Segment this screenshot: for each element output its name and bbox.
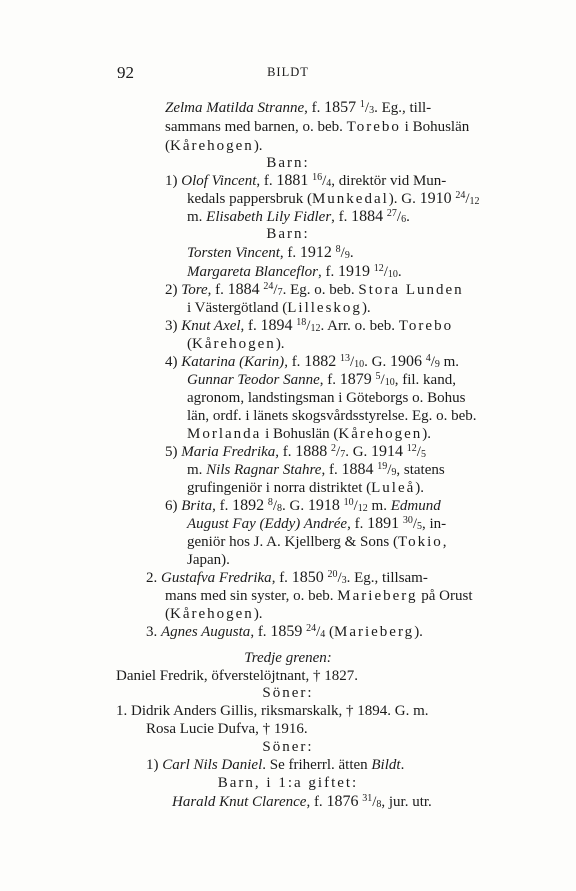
text-line: m. Elisabeth Lily Fidler, f. 1884 $^{27}/_6$. — [187, 208, 410, 225]
text-line: mans med sin syster, o. beb. Marieberg på Orust — [165, 588, 473, 604]
text-line: Torsten Vincent, f. 1912 $^8/_9$. — [187, 244, 354, 261]
text-line: 3) Knut Axel, f. 1894 $^{18}/_{12}$. Arr. o. beb. Torebo — [165, 317, 454, 334]
text-line: Margareta Blanceflor, f. 1919 $^{12}/_{10}$. — [187, 263, 402, 280]
text-line: m. Nils Ragnar Stahre, f. 1884 $^{19}/_9$, statens — [187, 461, 445, 478]
text-line: 1) Olof Vincent, f. 1881 $^{16}/_4$, direktör vid Mun- — [165, 172, 447, 189]
text-line: Gunnar Teodor Sanne, f. 1879 $^5/_{10}$, fil. kand, — [187, 371, 456, 388]
text-line: agronom, landstingsman i Göteborgs o. Bohus — [187, 390, 466, 406]
text-line: 1. Didrik Anders Gillis, riksmarskalk, † 1894. G. m. — [116, 703, 429, 719]
text-line: Tredje grenen: — [244, 650, 332, 666]
text-line: kedals pappersbruk (Munkedal). G. 1910 $^{24}/_{12}$ — [187, 190, 480, 207]
text-line: Barn: — [266, 226, 310, 242]
page-number: 92 — [117, 63, 134, 82]
text-line: sammans med barnen, o. beb. Torebo i Bohuslän — [165, 119, 470, 135]
text-line: 2) Tore, f. 1884 $^{24}/_7$. Eg. o. beb. Stora Lunden — [165, 281, 464, 298]
text-line: 6) Brita, f. 1892 $^8/_8$. G. 1918 $^{10}/_{12}$ m. Edmund — [165, 497, 441, 514]
text-line: (Kårehogen). — [187, 336, 285, 352]
text-line: 3. Agnes Augusta, f. 1859 $^{24}/_4$ (Marieberg). — [146, 623, 423, 640]
text-line: i Västergötland (Lilleskog). — [187, 300, 371, 316]
page-header — [0, 63, 576, 85]
text-line: August Fay (Eddy) Andrée, f. 1891 $^{30}/_5$, in- — [187, 515, 447, 532]
text-line: Daniel Fredrik, öfverstelöjtnant, † 1827. — [116, 668, 359, 684]
text-line: (Kårehogen). — [165, 138, 263, 154]
text-line: Morlanda i Bohuslän (Kårehogen). — [187, 426, 431, 442]
running-head: BILDT — [267, 65, 309, 79]
text-line: Harald Knut Clarence, f. 1876 $^{31}/_8$, jur. utr. — [172, 793, 432, 810]
text-line: 1) Carl Nils Daniel. Se friherrl. ätten Bildt. — [146, 757, 405, 773]
text-line: 2. Gustafva Fredrika, f. 1850 $^{20}/_3$. Eg., tillsam- — [146, 569, 428, 586]
text-line: Barn: — [266, 155, 310, 171]
text-line: Rosa Lucie Dufva, † 1916. — [146, 721, 308, 737]
text-line: Söner: — [262, 685, 314, 701]
text-line: 5) Maria Fredrika, f. 1888 $^2/_7$. G. 1914 $^{12}/_5$ — [165, 443, 426, 460]
text-line: 4) Katarina (Karin), f. 1882 $^{13}/_{10}$. G. 1906 $^4/_9$ m. — [165, 353, 460, 370]
text-line: Söner: — [262, 739, 314, 755]
text-line: (Kårehogen). — [165, 606, 263, 622]
text-line: Zelma Matilda Stranne, f. 1857 $^1/_3$. Eg., till- — [165, 99, 432, 116]
text-line: geniör hos J. A. Kjellberg & Sons (Tokio, — [187, 534, 447, 550]
text-line: Barn, i 1:a giftet: — [217, 775, 359, 791]
text-line: län, ordf. i länets skogsvårdsstyrelse. Eg. o. beb. — [187, 408, 477, 424]
text-line: grufingeniör i norra distriktet (Luleå). — [187, 480, 425, 496]
text-line: Japan). — [187, 552, 230, 568]
